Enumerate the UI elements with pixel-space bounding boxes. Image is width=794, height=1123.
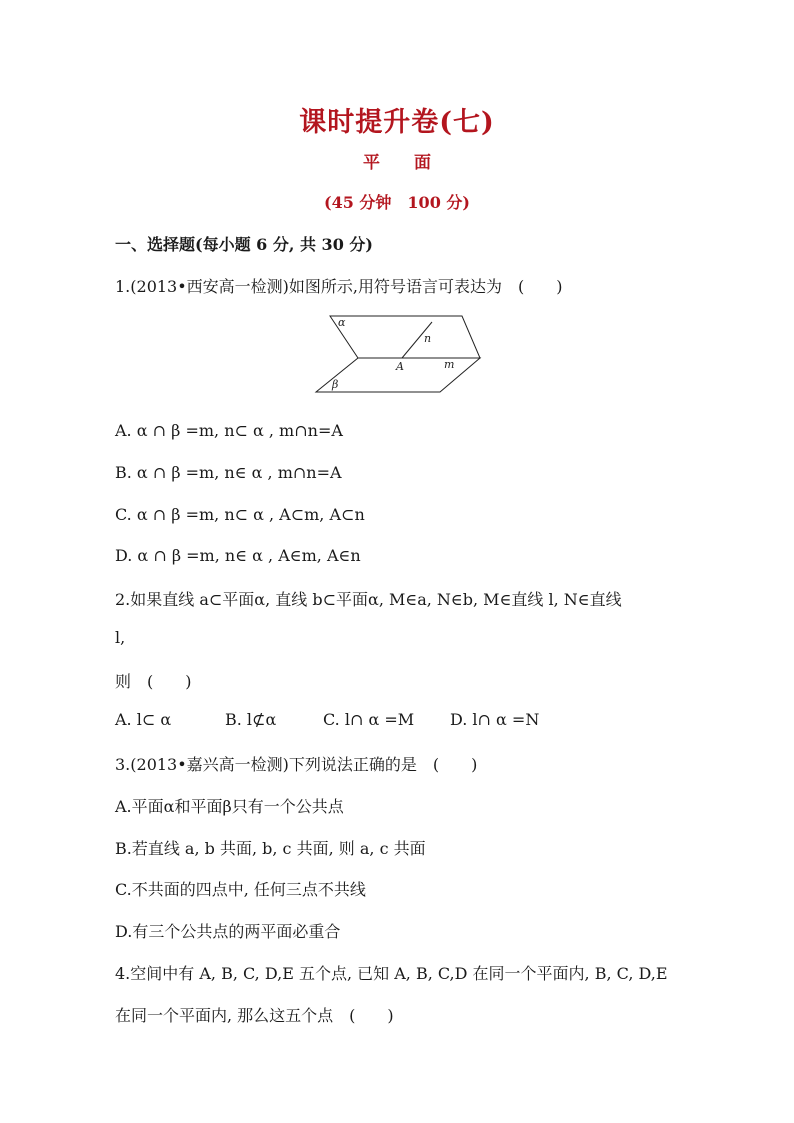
question-2-stem-line-1: 2.如果直线 a⊂平面α, 直线 b⊂平面α, M∈a, N∈b, M∈直线 l, N∈直线 [115,590,622,609]
question-1-option-d: D. α ∩ β =m, n∈ α , A∈m, A∈n [115,546,361,565]
question-3-option-b: B.若直线 a, b 共面, b, c 共面, 则 a, c 共面 [115,839,426,858]
page-title: 课时提升卷(七) [299,107,495,138]
time-and-score: (45 分钟 100 分) [324,193,470,212]
question-3-option-a: A.平面α和平面β只有一个公共点 [115,797,344,816]
question-3-stem: 3.(2013•嘉兴高一检测)下列说法正确的是 ( ) [115,755,478,774]
question-3-option-d: D.有三个公共点的两平面必重合 [115,922,341,941]
question-1-option-b: B. α ∩ β =m, n∈ α , m∩n=A [115,463,342,482]
label-beta: β [332,378,339,391]
question-3-option-c: C.不共面的四点中, 任何三点不共线 [115,880,366,899]
question-1-option-c: C. α ∩ β =m, n⊂ α , A⊂m, A⊂n [115,505,365,524]
question-2-stem-line-3: 则 ( ) [115,672,192,691]
label-m: m [444,358,455,371]
plane-alpha [330,316,480,358]
planes-figure [310,310,490,400]
label-A: A [396,360,404,373]
label-n: n [424,332,432,345]
label-alpha: α [338,316,346,329]
question-4-stem-line-2: 在同一个平面内, 那么这五个点 ( ) [115,1006,394,1025]
question-2-stem-line-2: l, [115,628,126,647]
question-2-option-d: D. l∩ α =N [450,710,540,729]
question-4-stem-line-1: 4.空间中有 A, B, C, D,E 五个点, 已知 A, B, C,D 在同一个平面内, B, C, D,E [115,964,668,983]
question-2-option-c: C. l∩ α =M [323,710,415,729]
question-2-options [115,710,695,732]
question-1-stem: 1.(2013•西安高一检测)如图所示,用符号语言可表达为 ( ) [115,277,563,296]
question-1-option-a: A. α ∩ β =m, n⊂ α , m∩n=A [115,421,343,440]
question-2-option-b: B. l⊄α [225,710,277,729]
page-subtitle: 平 面 [363,153,431,173]
section-heading: 一、选择题(每小题 6 分, 共 30 分) [115,235,373,254]
question-2-option-a: A. l⊂ α [115,710,172,729]
